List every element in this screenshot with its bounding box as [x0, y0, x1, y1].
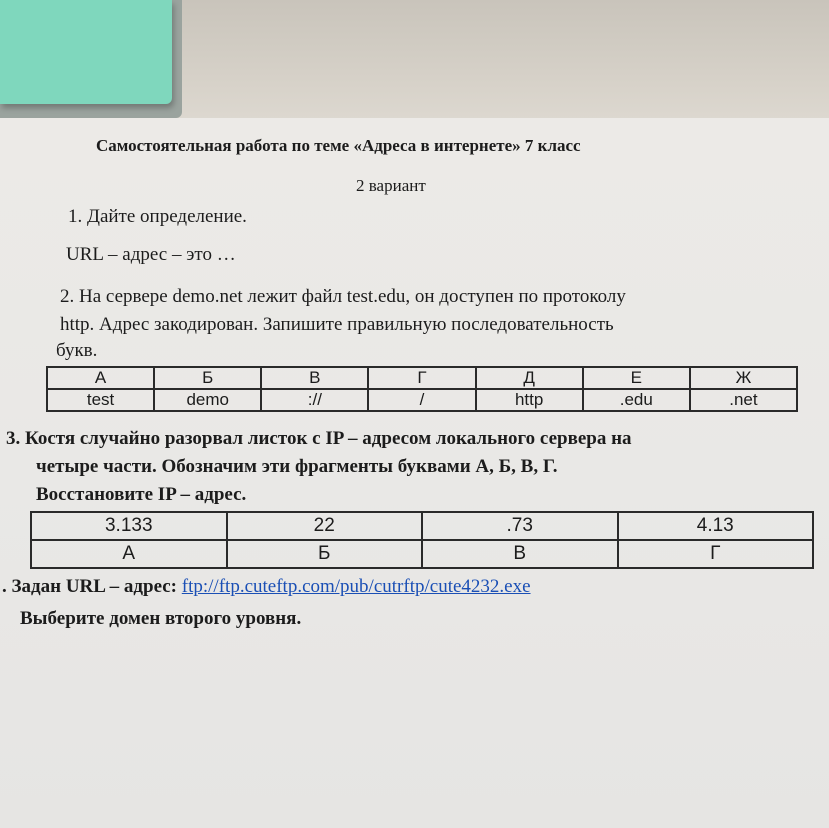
q3-value-cell: 3.133 — [31, 512, 227, 540]
q4-line — [2, 576, 531, 598]
q3-line-2: четыре части. Обозначим эти фрагменты буквами А, Б, В, Г. — [36, 456, 558, 477]
q2-letter-cell: Ж — [690, 367, 797, 389]
q2-value-cell: .net — [690, 389, 797, 411]
q3-fragment-table — [30, 511, 814, 569]
q2-line-3: букв. — [56, 340, 98, 361]
q3-letter-cell: Г — [618, 540, 814, 568]
table-row — [47, 367, 797, 389]
table-row — [31, 512, 813, 540]
q1-answer-line: URL – адрес – это … — [66, 244, 236, 265]
q2-value-cell: .edu — [583, 389, 690, 411]
q3-line-3: Восстановите IP – адрес. — [36, 484, 247, 505]
variant-label: 2 вариант — [356, 176, 426, 195]
q2-letter-cell: Б — [154, 367, 261, 389]
q3-value-cell: .73 — [422, 512, 618, 540]
q2-letter-cell: Г — [368, 367, 475, 389]
q2-value-cell: / — [368, 389, 475, 411]
q2-value-cell: test — [47, 389, 154, 411]
q4-url-link[interactable]: ftp://ftp.cuteftp.com/pub/cutrftp/cute4232.exe — [181, 576, 531, 597]
q2-line-2: http. Адрес закодирован. Запишите правильную последовательность — [60, 314, 614, 335]
green-notebook — [0, 0, 172, 104]
table-row — [31, 540, 813, 568]
q2-letter-cell: А — [47, 367, 154, 389]
q3-letter-cell: Б — [227, 540, 423, 568]
q2-letter-cell: В — [261, 367, 368, 389]
table-row — [47, 389, 797, 411]
q3-line-1: 3. Костя случайно разорвал листок с IP – адресом локального сервера на — [6, 428, 632, 449]
q2-code-table — [46, 366, 798, 412]
q4-prefix: . Задан URL – адрес: — [2, 576, 182, 597]
q3-letter-cell: В — [422, 540, 618, 568]
q2-letter-cell: Е — [583, 367, 690, 389]
q1-prompt: 1. Дайте определение. — [68, 206, 247, 227]
q4-task: Выберите домен второго уровня. — [20, 608, 302, 629]
q3-value-cell: 4.13 — [618, 512, 814, 540]
q2-letter-cell: Д — [476, 367, 583, 389]
q3-value-cell: 22 — [227, 512, 423, 540]
q2-value-cell: http — [476, 389, 583, 411]
q2-value-cell: demo — [154, 389, 261, 411]
q2-value-cell: :// — [261, 389, 368, 411]
worksheet-title: Самостоятельная работа по теме «Адреса в интернете» 7 класс — [96, 136, 581, 155]
q3-letter-cell: А — [31, 540, 227, 568]
q2-line-1: 2. На сервере demo.net лежит файл test.edu, он доступен по протоколу — [60, 286, 626, 307]
